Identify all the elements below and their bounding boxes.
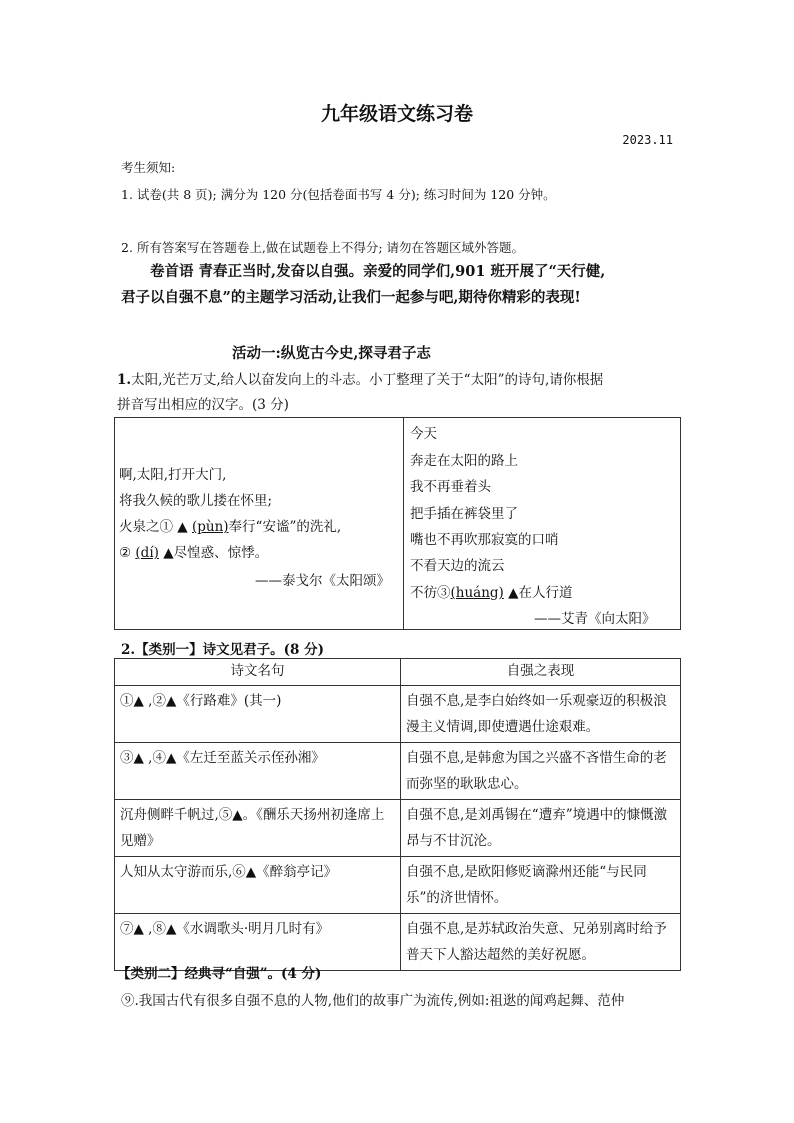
table-row (115, 857, 681, 914)
blank-1-label: 火泉之① ▲ (119, 519, 192, 535)
table-cell: ⑦▲ ,⑧▲《水调歌头·明月几时有》 (115, 914, 401, 971)
pinyin-hint-2: (dí) (135, 545, 159, 561)
poem-left-cell (115, 418, 404, 630)
works-table (114, 658, 681, 971)
poem-author: ——艾青《向太阳》 (534, 611, 656, 627)
poem-line: 将我久候的歌儿搂在怀里; (119, 493, 273, 509)
table-cell: 自强不息,是李白始终如一乐观豪迈的积极浪漫主义情调,即使遭遇仕途艰难。 (401, 686, 681, 743)
table-cell: 自强不息,是苏轼政治失意、兄弟别离时给予普天下人豁达超然的美好祝愿。 (401, 914, 681, 971)
notice-item-2: 2. 所有答案写在答题卷上,做在试题卷上不得分; 请勿在答题区域外答题。 (121, 240, 525, 255)
section-2-heading: 2.【类别一】诗文见君子。(8 分) (121, 642, 324, 658)
poem-table (114, 417, 681, 630)
poem-author: ——泰戈尔《太阳颂》 (255, 573, 390, 589)
poem-line: 我不再垂着头 (410, 479, 491, 495)
poem-line: 啊,太阳,打开大门, (119, 467, 227, 483)
blank-2-label: ② (119, 545, 136, 561)
poem-line-rest: 奉行“安谧”的洗礼, (228, 519, 342, 535)
intro-line-2: 君子以自强不息”的主题学习活动,让我们一起参与吧,期待你精彩的表现! (121, 289, 581, 306)
question-1-text: 太阳,光芒万丈,给人以奋发向上的斗志。小丁整理了关于“太阳”的诗句,请你根据 (131, 372, 604, 388)
table-row (115, 800, 681, 857)
table-cell: 自强不息,是刘禹锡在“遭弃”境遇中的慷慨激昂与不甘沉沦。 (401, 800, 681, 857)
poem-line-rest: ▲在人行道 (503, 585, 573, 601)
poem-line-rest: ▲尽惶惑、惊悸。 (158, 545, 269, 561)
notice-item-1: 1. 试卷(共 8 页); 满分为 120 分(包括卷面书写 4 分); 练习时间为 120 分钟。 (121, 187, 556, 202)
table-cell: ①▲ ,②▲《行路难》(其一) (115, 686, 401, 743)
question-1-number: 1. (117, 372, 132, 388)
poem-right-cell (404, 418, 681, 630)
table-cell: 人知从太守游而乐,⑥▲《醉翁亭记》 (115, 857, 401, 914)
question-1-text-cont: 拼音写出相应的汉字。(3 分) (117, 397, 289, 413)
table-cell: 沉舟侧畔千帆过,⑤▲。《酬乐天扬州初逢席上见赠》 (115, 800, 401, 857)
intro-paragraph (121, 259, 681, 311)
poem-line: 不看天边的流云 (410, 558, 505, 574)
page-title: 九年级语文练习卷 (320, 103, 473, 125)
pinyin-hint-3: (huáng) (450, 585, 504, 601)
poem-line (119, 514, 341, 540)
blank-3-label: 不彷③ (410, 585, 451, 601)
table-header: 自强之表现 (401, 659, 681, 686)
table-cell: 自强不息,是韩愈为国之兴盛不吝惜生命的老而弥坚的耿耿忠心。 (401, 743, 681, 800)
poem-line: 今天 (410, 426, 437, 442)
pinyin-hint-1: (pùn) (191, 519, 229, 535)
activity-heading: 活动一:纵览古今史,探寻君子志 (232, 345, 431, 362)
poem-line: 嘴也不再吹那寂寞的口哨 (410, 532, 559, 548)
poem-line (410, 580, 573, 606)
poem-line: 把手插在裤袋里了 (410, 506, 518, 522)
question-9-text: ⑨.我国古代有很多自强不息的人物,他们的故事广为流传,例如:祖逖的闻鸡起舞、范仲 (121, 993, 625, 1009)
poem-line: 奔走在太阳的路上 (410, 453, 518, 469)
table-row (115, 686, 681, 743)
table-cell: ③▲ ,④▲《左迁至蓝关示侄孙湘》 (115, 743, 401, 800)
exam-date: 2023.11 (622, 133, 673, 147)
section-3-heading: 【类别二】经典寻“自强”。(4 分) (117, 966, 322, 982)
table-row (115, 743, 681, 800)
table-header: 诗文名句 (115, 659, 401, 686)
notice-heading: 考生须知: (121, 160, 176, 175)
poem-line (119, 540, 268, 566)
table-cell: 自强不息,是欧阳修贬谪滁州还能“与民同乐”的济世情怀。 (401, 857, 681, 914)
question-1 (117, 368, 683, 418)
intro-line-1: 卷首语 青春正当时,发奋以自强。亲爱的同学们,901 班开展了“天行健, (150, 263, 606, 280)
